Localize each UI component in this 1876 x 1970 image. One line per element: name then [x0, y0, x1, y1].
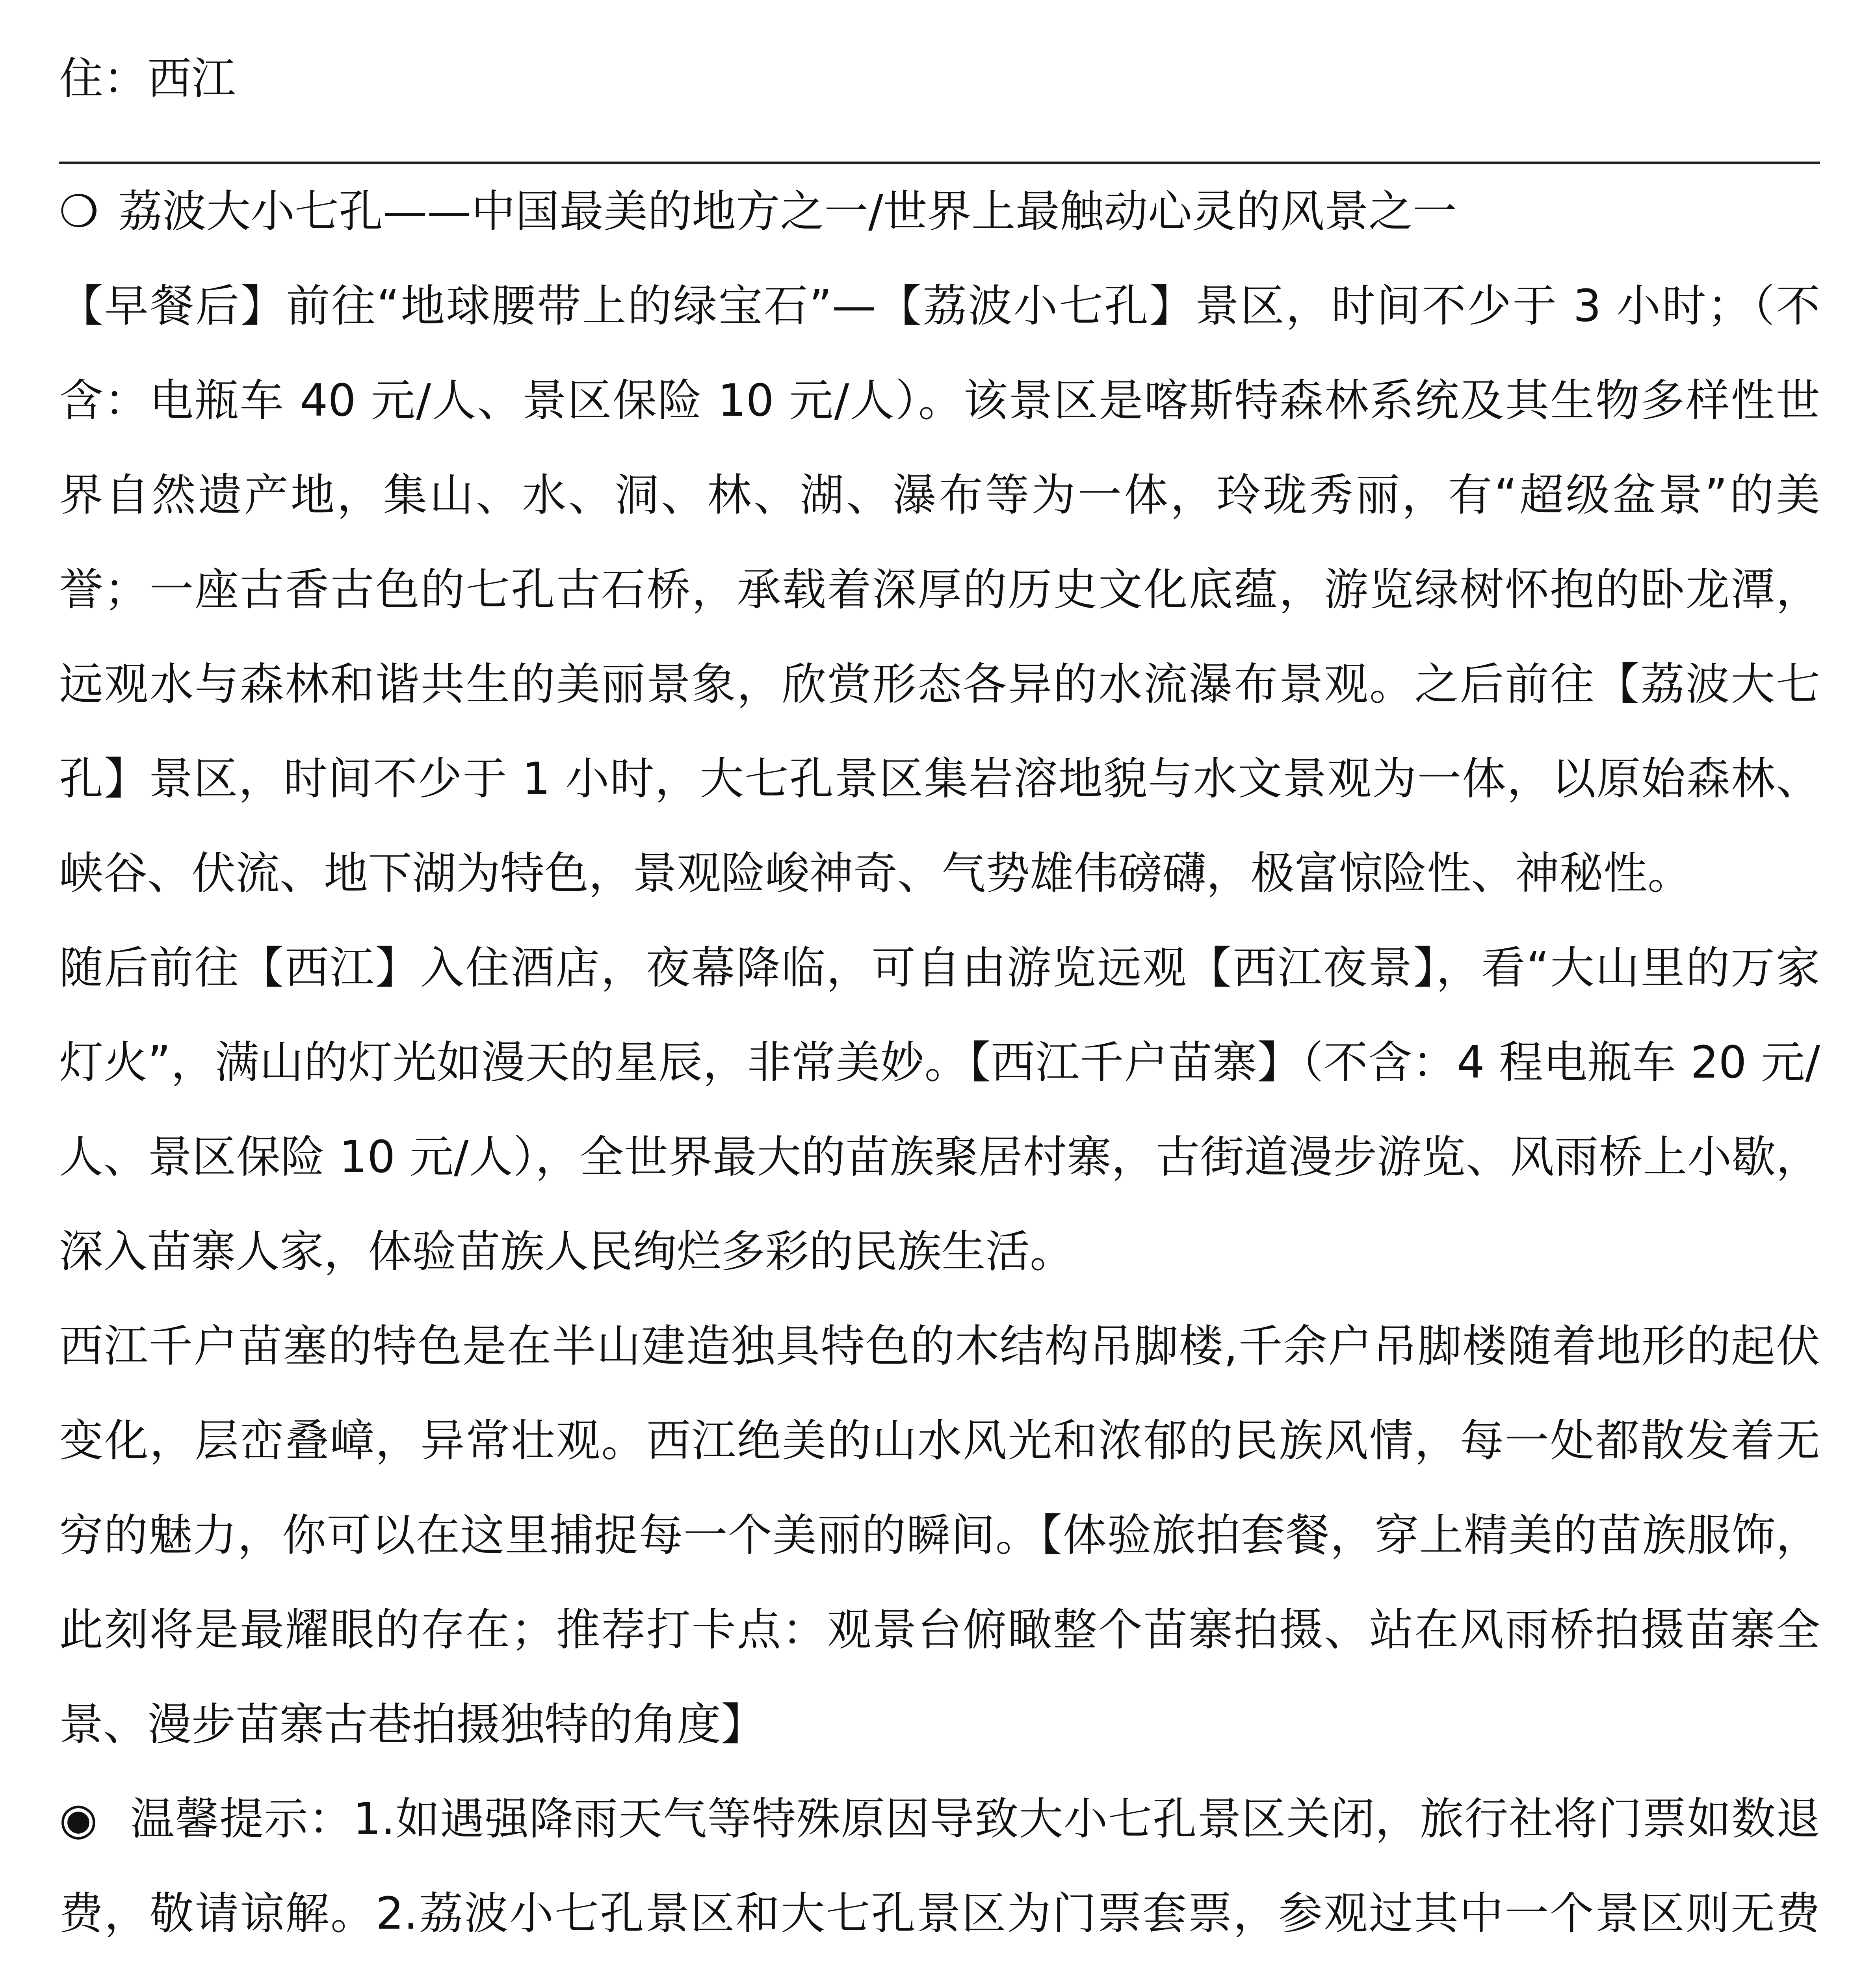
warm-tip: [59, 1772, 1820, 1970]
filled-circle-bullet-icon: ◉: [59, 1793, 98, 1845]
paragraph-xiaoqikong: 【早餐后】前往“地球腰带上的绿宝石”—【荔波小七孔】景区，时间不少于 3 小时；（不含：电瓶车 40 元/人、景区保险 10 元/人）。该景区是喀斯特森林系统及其生物多样性世界自然遗产地，集山、水、洞、林、湖、瀑布等为一体，玲珑秀丽，有“超级盆景”的美誉；一座古香古色的七孔古石桥，承载着深厚的历史文化底蕴，游览绿树怀抱的卧龙潭，远观水与森林和谐共生的美丽景象，欣赏形态各异的水流瀑布景观。之后前往【荔波大七孔】景区，时间不少于 1 小时，大七孔景区集岩溶地貌与水文景观为一体，以原始森林、峡谷、伏流、地下湖为特色，景观险峻神奇、气势雄伟磅礴，极富惊险性、神秘性。: [59, 281, 1820, 899]
document-page: [59, 32, 1820, 1970]
hollow-circle-bullet-icon: ❍: [59, 186, 99, 237]
warm-tip-text: 温馨提示：1.如遇强降雨天气等特殊原因导致大小七孔景区关闭，旅行社将门票如数退费，敬请谅解。2.荔波小七孔景区和大七孔景区为门票套票，参观过其中一个景区则无费: [59, 1793, 1820, 1939]
section-divider: [59, 162, 1820, 164]
section-heading: [59, 164, 1820, 259]
section-heading-text: 荔波大小七孔——中国最美的地方之一/世界上最触动心灵的风景之一: [118, 186, 1457, 237]
paragraph-xijiang-night: 随后前往【西江】入住酒店，夜幕降临，可自由游览远观【西江夜景】，看“大山里的万家灯火”，满山的灯光如漫天的星辰，非常美妙。【西江千户苗寨】（不含：4 程电瓶车 20 元/人、景区保险 10 元/人），全世界最大的苗族聚居村寨，古街道漫步游览、风雨桥上小歇，深入苗寨人家，体验苗族人民绚烂多彩的民族生活。: [59, 942, 1820, 1277]
paragraph-xijiang-features: 西江千户苗塞的特色是在半山建造独具特色的木结构吊脚楼,千余户吊脚楼随着地形的起伏变化，层峦叠嶂，异常壮观。西江绝美的山水风光和浓郁的民族风情，每一处都散发着无穷的魅力，你可以在这里捕捉每一个美丽的瞬间。【体验旅拍套餐，穿上精美的苗族服饰，此刻将是最耀眼的存在；推荐打卡点：观景台俯瞰整个苗寨拍摄、站在风雨桥拍摄苗寨全景、漫步苗寨古巷拍摄独特的角度】: [59, 1321, 1820, 1750]
accommodation-line: 住：西江: [59, 53, 236, 104]
